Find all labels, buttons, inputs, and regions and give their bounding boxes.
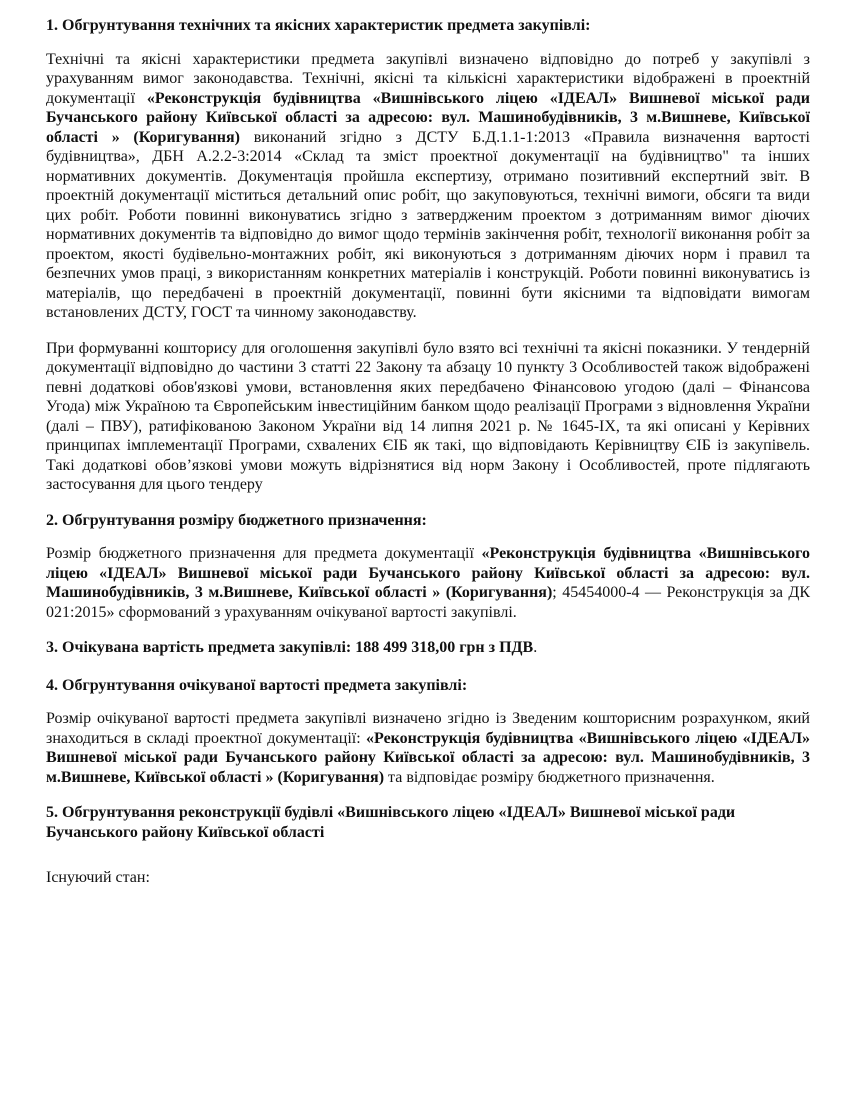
section-1-p1-text-a: Технічні та якісні характеристики предмета закупівлі визначено відповідно до потреб у закупівлі з урахуванням вимог законодавства. Технічні, якісні та кількісні характеристики відображені в проектній документації bbox=[46, 50, 810, 107]
section-2-text-a: Розмір бюджетного призначення для предмета документації bbox=[46, 545, 482, 562]
section-2-text-c: ; 45454000-4 — Реконструкція за ДК 021:2015» сформований з урахуванням очікуваної вартості закупівлі. bbox=[46, 584, 811, 621]
section-3-label: 3. Очікувана вартість предмета закупівлі: bbox=[46, 639, 356, 656]
section-4-text-a: Розмір очікуваної вартості предмета закупівлі визначено згідно із Зведеним кошторисним розрахунком, який знаходиться в складі проектної документації: bbox=[46, 710, 810, 747]
section-4-text-c: та відповідає розміру бюджетного призначення. bbox=[384, 768, 715, 786]
section-3-cost-value: 188 499 318,00 грн з ПДВ bbox=[355, 639, 534, 656]
section-2-project-title: «Реконструкція будівництва «Вишнівського ліцею «ІДЕАЛ» Вишневої міської ради Бучанського району Київської області за адресою: вул. Машинобудівників, 3 м.Вишневе, Київської області » (Коригування) bbox=[46, 545, 811, 601]
section-2-paragraph bbox=[46, 544, 810, 622]
section-4-paragraph bbox=[46, 709, 810, 787]
section-1-p1-project-title: «Реконструкція будівництва «Вишнівського ліцею «ІДЕАЛ» Вишневої міської ради Бучанського району Київської області за адресою: вул. Машинобудівників, 3 м.Вишневе, Київської області » (Коригування) bbox=[46, 89, 810, 146]
section-1-heading: 1. Обгрунтування технічних та якісних характеристик предмета закупівлі: bbox=[46, 17, 591, 34]
section-1-paragraph-1 bbox=[46, 50, 810, 323]
section-4-heading: 4. Обгрунтування очікуваної вартості предмета закупівлі: bbox=[46, 676, 468, 694]
section-3-tail: . bbox=[533, 639, 538, 656]
section-5-heading: 5. Обгрунтування реконструкції будівлі «Вишнівського ліцею «ІДЕАЛ» Вишневої міської ради Бучанського району Київської області bbox=[46, 804, 736, 841]
existing-state-label: Існуючий стан: bbox=[46, 869, 150, 886]
section-4-project-title: «Реконструкція будівництва «Вишнівського ліцею «ІДЕАЛ» Вишневої міської ради Бучанського району Київської області за адресою: вул. Машинобудівників, 3 м.Вишневе, Київської області » (Коригування) bbox=[46, 729, 810, 786]
section-3-expected-cost bbox=[46, 638, 810, 658]
section-2-heading: 2. Обгрунтування розміру бюджетного призначення: bbox=[46, 511, 427, 529]
section-1-paragraph-2: При формуванні кошторису для оголошення закупівлі було взято всі технічні та якісні показники. У тендерній документації відповідно до частини 3 статті 22 Закону та абзацу 10 пункту 3 Особливостей також відображені певні додаткові обов'язкові умови, встановлення яких передбачено Фінансовою угодою (далі – Фінансова Угода) між Україною та Європейським інвестиційним банком щодо реалізації Програми з відновлення України (далі – ПВУ), ратифікованою Законом України від 14 липня 2021 р. № 1645-IX, та які описані у Керівних принципах імплементації Програми, схвалених ЄІБ як такі, що відповідають Керівництву ЄІБ із закупівель. Такі додаткові обов’язкові умови можуть відрізнятися від норм Закону і Особливостей, проте підлягають застосування для цього тендеру bbox=[46, 339, 810, 493]
section-1-p1-text-c: виконаний згідно з ДСТУ Б.Д.1.1-1:2013 «Правила визначення вартості будівництва», ДБН А.2.2-3:2014 «Склад та зміст проектної документації на будівництво" та інших нормативних документів. Документація пройшла експертизу, отримано позитивний експертний звіт. В проектній документації міститься детальний опис робіт, що закуповуються, технічні вимоги, обсяги та види цих робіт. Роботи повинні виконуватись згідно з затвердженим проектом з дотриманням вимог діючих нормативних документів та відповідно до вимог щодо термінів закінчення робіт, технології виконання робіт за проектом, якості будівельно-монтажних робіт, які виконуються з дотриманням діючих норм і правил та безпечних умов праці, з використанням конкретних матеріалів і конструкцій. Роботи повинні виконуватись із матеріалів, що передбачені в проектній документації, повинні бути якісними та відповідати вимогам встановлених ДСТУ, ГОСТ та чинному законодавству. bbox=[46, 128, 810, 321]
